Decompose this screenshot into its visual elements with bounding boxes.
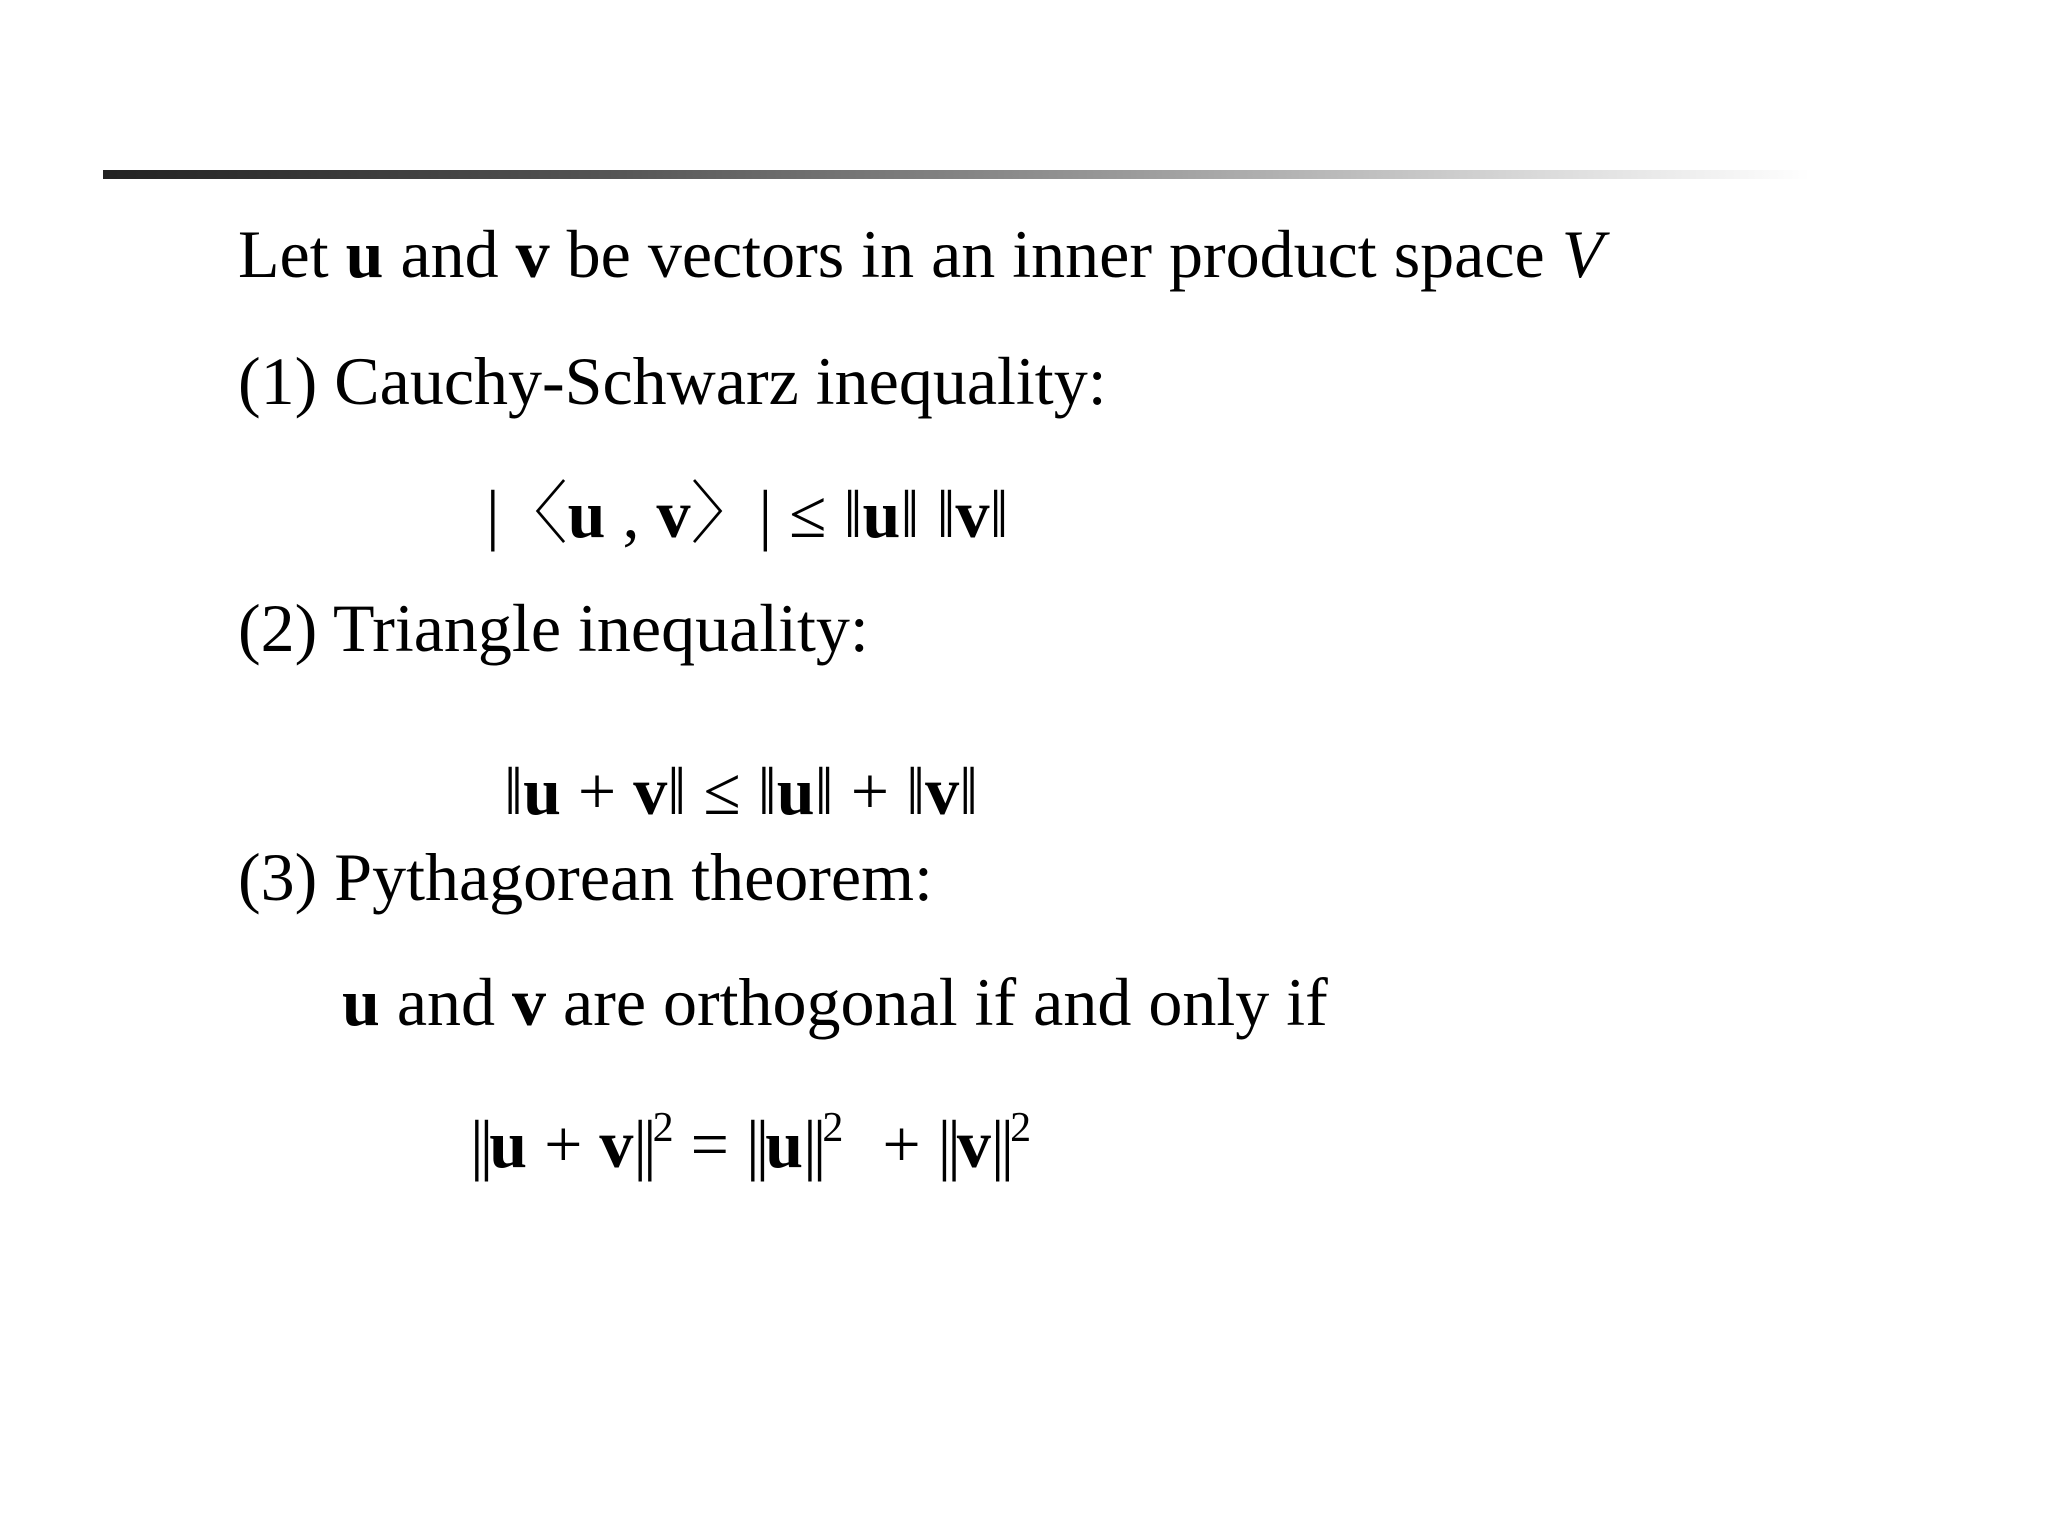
equals-symbol: = [673,1106,747,1182]
vector-v: v [955,476,990,552]
vector-v: v [512,964,547,1040]
vector-u: u [567,476,606,552]
cauchy-schwarz-formula [486,476,1009,552]
vector-v: v [956,1106,991,1182]
vector-u: u [862,476,901,552]
condition-text: are orthogonal if and only if [546,964,1328,1040]
exponent: 2 [822,1105,844,1151]
norm-bar: || [633,1106,653,1182]
intro-line [238,216,1604,292]
norm-bar: ‖ [900,476,920,552]
intro-text: Let [238,216,346,292]
intro-text: and [383,216,516,292]
norm-bar: ‖ [989,476,1009,552]
exponent: 2 [652,1105,674,1151]
condition-text: and [379,964,513,1040]
abs-bar: | [486,476,500,552]
comma: , [605,476,657,552]
exponent: 2 [1010,1105,1032,1151]
norm-bar: ‖ [667,753,687,829]
vector-v: v [656,476,691,552]
vector-u: u [776,753,815,829]
vector-v: v [599,1106,634,1182]
norm-bar: ‖ [757,753,777,829]
vector-v: v [515,216,550,292]
pythagorean-formula [470,1105,1032,1182]
norm-bar: || [803,1106,823,1182]
norm-bar: ‖ [919,476,956,552]
vector-v: v [633,753,668,829]
abs-bar: | [758,476,773,552]
angle-bracket: 〈 [499,476,568,552]
plus-symbol: + [560,753,634,829]
vector-u: u [342,964,380,1040]
triangle-formula [504,753,979,829]
title-divider [103,170,1810,179]
space-symbol: V [1561,216,1604,292]
norm-bar: || [990,1106,1011,1182]
intro-text: be vectors in an inner product space [549,216,1562,292]
norm-bar: ‖ [814,753,834,829]
norm-bar: ‖ [959,753,979,829]
pythagorean-heading: (3) Pythagorean theorem: [238,839,933,915]
norm-bar: || [470,1106,490,1182]
norm-bar: ‖ [843,476,863,552]
triangle-heading: (2) Triangle inequality: [238,590,869,666]
vector-u: u [345,216,384,292]
vector-v: v [925,753,960,829]
plus-symbol: + [865,1106,938,1182]
vector-u: u [489,1106,528,1182]
norm-bar: || [937,1106,957,1182]
norm-bar: ‖ [504,753,524,829]
angle-bracket: 〉 [690,476,759,552]
norm-bar: ‖ [906,753,926,829]
vector-u: u [523,753,561,829]
norm-bar: || [746,1106,766,1182]
plus-symbol: + [833,753,907,829]
plus-symbol: + [527,1106,600,1182]
vector-u: u [765,1106,804,1182]
leq-symbol: ≤ [772,476,844,552]
cauchy-schwarz-heading: (1) Cauchy-Schwarz inequality: [238,343,1107,419]
orthogonality-condition [342,964,1328,1040]
leq-symbol: ≤ [686,753,758,829]
